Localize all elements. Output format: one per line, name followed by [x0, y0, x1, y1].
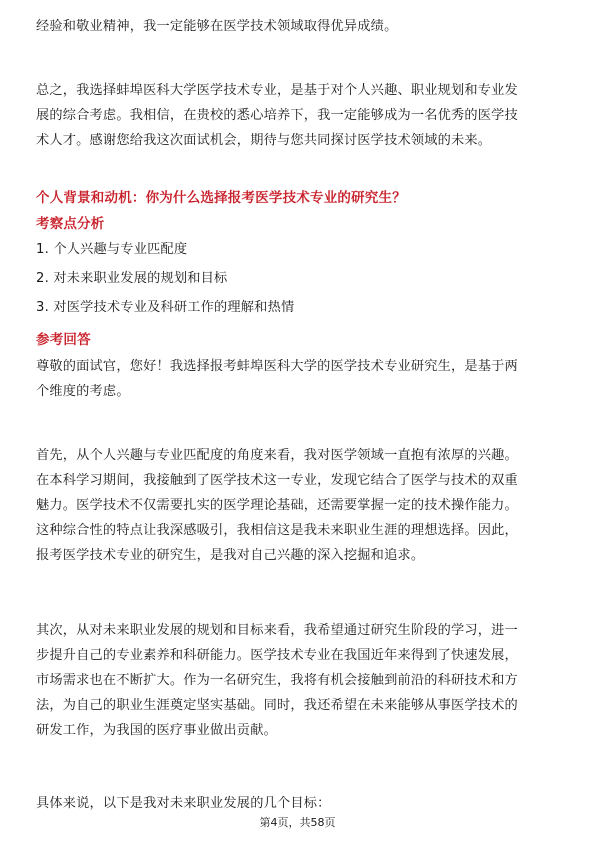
text-line: 尊敬的面试官，您好！我选择报考蚌埠医科大学的医学技术专业研究生，是基于两: [36, 359, 518, 374]
text-line: 步提升自己的专业素养和科研能力。医学技术专业在我国近年来得到了快速发展，: [36, 648, 518, 663]
intro-tail-paragraph: [36, 14, 561, 39]
answer-second-paragraph: [36, 618, 561, 743]
analysis-point: 3. 对医学技术专业及科研工作的理解和热情: [36, 300, 295, 315]
page-number-footer: 第4页，共58页: [259, 816, 336, 829]
analysis-heading: 考察点分析: [36, 216, 105, 232]
answer-first-paragraph: [36, 443, 561, 568]
conclusion-paragraph: [36, 78, 561, 153]
text-line: 在本科学习期间，我接触到了医学技术这一专业，发现它结合了医学与技术的双重: [36, 473, 518, 488]
question-title: 个人背景和动机：你为什么选择报考医学技术专业的研究生？: [36, 190, 406, 206]
analysis-point: 2. 对未来职业发展的规划和目标: [36, 271, 228, 286]
text-line: 报考医学技术专业的研究生，是我对自己兴趣的深入挖掘和追求。: [36, 548, 425, 563]
text-line: 术人才。感谢您给我这次面试机会，期待与您共同探讨医学技术领域的未来。: [36, 133, 492, 148]
text-line: 总之，我选择蚌埠医科大学医学技术专业，是基于对个人兴趣、职业规划和专业发: [36, 83, 518, 98]
text-line: 研发工作，为我国的医疗事业做出贡献。: [36, 723, 277, 738]
text-line: 具体来说，以下是我对未来职业发展的几个目标：: [36, 796, 331, 811]
text-line: 这种综合性的特点让我深感吸引，我相信这是我未来职业生涯的理想选择。因此，: [36, 523, 518, 538]
text-line: 市场需求也在不断扩大。作为一名研究生，我将有机会接触到前沿的科研技术和方: [36, 673, 518, 688]
text-line: 法，为自己的职业生涯奠定坚实基础。同时，我还希望在未来能够从事医学技术的: [36, 698, 518, 713]
text-line: 经验和敬业精神，我一定能够在医学技术领域取得优异成绩。: [36, 19, 398, 34]
analysis-point: 1. 个人兴趣与专业匹配度: [36, 242, 188, 257]
text-line: 首先，从个人兴趣与专业匹配度的角度来看，我对医学领域一直抱有浓厚的兴趣。: [36, 448, 518, 463]
text-line: 展的综合考虑。我相信，在贵校的悉心培养下，我一定能够成为一名优秀的医学技: [36, 108, 518, 123]
text-line: 个维度的考虑。: [36, 384, 130, 399]
answer-heading: 参考回答: [36, 332, 91, 348]
answer-greeting-paragraph: [36, 354, 561, 404]
text-line: 其次，从对未来职业发展的规划和目标来看，我希望通过研究生阶段的学习，进一: [36, 623, 518, 638]
answer-specific-paragraph: [36, 791, 561, 816]
text-line: 魅力。医学技术不仅需要扎实的医学理论基础，还需要掌握一定的技术操作能力。: [36, 498, 518, 513]
